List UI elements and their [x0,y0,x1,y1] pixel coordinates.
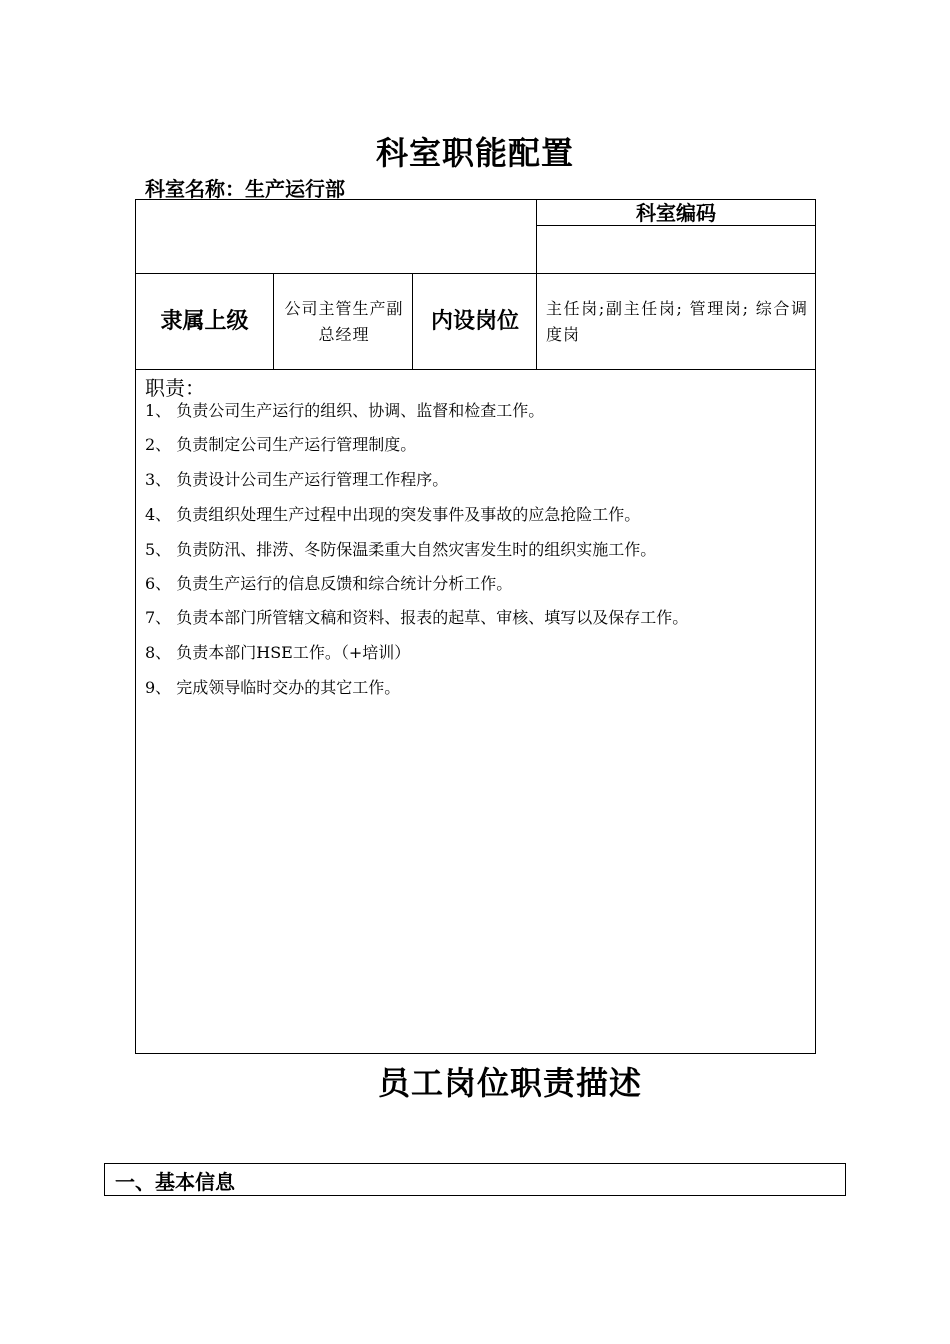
superior-label: 隶属上级 [160,309,249,334]
dept-code-label: 科室编码 [636,201,716,225]
duty-item: 4、 负责组织处理生产过程中出现的突发事件及事故的应急抢险工作。 [145,505,641,524]
duties-label: 职责： [145,376,205,400]
duty-item: 7、 负责本部门所管辖文稿和资料、报表的起草、审核、填写以及保存工作。 [145,608,689,627]
section-title: 员工岗位职责描述 [377,1064,642,1102]
basic-info-label: 一、基本信息 [115,1170,235,1194]
positions-label: 内设岗位 [430,309,519,334]
duty-item: 6、 负责生产运行的信息反馈和综合统计分析工作。 [145,574,513,593]
duty-item: 5、 负责防汛、排涝、冬防保温柔重大自然灾害发生时的组织实施工作。 [145,540,657,559]
duty-item: 8、 负责本部门HSE工作。（+培训） [145,643,411,662]
department-name: 科室名称：生产运行部 [145,177,345,201]
superior-value: 公司主管生产副总经理 [284,299,404,344]
basic-info-section-header [104,1163,846,1196]
dept-code-value [537,226,815,273]
positions-value: 主任岗;副主任岗; 管理岗; 综合调度岗 [546,299,808,344]
duty-item: 2、 负责制定公司生产运行管理制度。 [145,435,417,454]
page-title: 科室职能配置 [375,134,574,172]
duty-item: 9、 完成领导临时交办的其它工作。 [145,678,401,697]
duty-item: 3、 负责设计公司生产运行管理工作程序。 [145,470,449,489]
duty-item: 1、 负责公司生产运行的组织、协调、监督和检查工作。 [145,401,545,420]
